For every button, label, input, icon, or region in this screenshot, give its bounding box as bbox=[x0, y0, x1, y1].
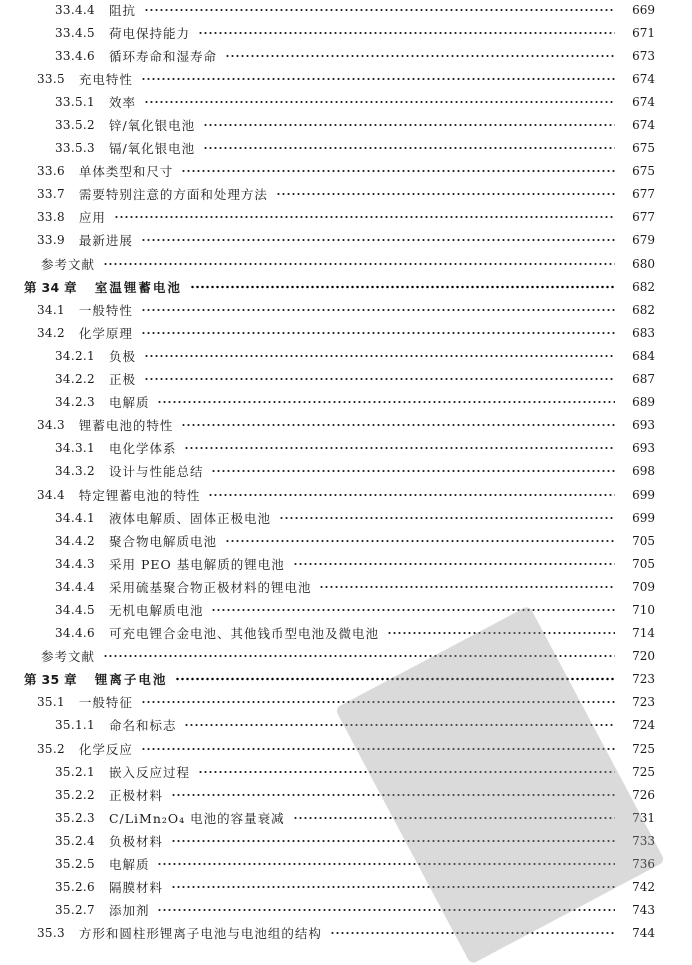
toc-entry-row[interactable] bbox=[0, 529, 692, 552]
dot-leader bbox=[279, 512, 615, 524]
toc-page-number: 698 bbox=[632, 464, 655, 479]
dot-leader bbox=[184, 442, 615, 454]
toc-entry-row[interactable] bbox=[0, 90, 692, 113]
dot-leader bbox=[198, 27, 615, 39]
toc-page-number: 742 bbox=[632, 880, 655, 895]
toc-entry-row[interactable] bbox=[0, 21, 692, 44]
toc-entry-title: 聚合物电解质电池 bbox=[108, 533, 217, 549]
toc-entry-row[interactable] bbox=[0, 460, 692, 483]
toc-page-number: 731 bbox=[632, 810, 655, 825]
toc-entry-title: 命名和标志 bbox=[108, 718, 177, 734]
toc-entry-title: 负极 bbox=[108, 348, 136, 364]
toc-entry-row[interactable] bbox=[0, 368, 692, 391]
toc-page-number: 720 bbox=[632, 649, 655, 664]
dot-leader bbox=[211, 604, 615, 616]
toc-entry-row[interactable] bbox=[0, 206, 692, 229]
toc-entry-title: 采用 PEO 基电解质的锂电池 bbox=[108, 556, 285, 572]
toc-entry-number: 34.4.4 bbox=[55, 579, 95, 594]
toc-page-number: 675 bbox=[632, 141, 655, 156]
toc-entry-row[interactable] bbox=[0, 113, 692, 136]
dot-leader bbox=[330, 927, 615, 939]
dot-leader bbox=[141, 327, 615, 339]
dot-leader bbox=[157, 904, 615, 916]
toc-entry-title: 正极 bbox=[108, 372, 136, 388]
toc-entry-title: 最新进展 bbox=[78, 233, 133, 249]
toc-entry-title: 锌/氧化银电池 bbox=[108, 118, 196, 134]
toc-entry-row[interactable] bbox=[0, 160, 692, 183]
toc-page-number: 675 bbox=[632, 164, 655, 179]
toc-entry-number: 35.1 bbox=[37, 695, 65, 710]
toc-references-row[interactable] bbox=[0, 645, 692, 668]
toc-entry-title: 正极材料 bbox=[108, 787, 163, 803]
toc-entry-number: 33.8 bbox=[37, 210, 65, 225]
toc-entry-number: 34.2 bbox=[37, 325, 65, 340]
dot-leader bbox=[103, 650, 615, 662]
toc-entry-title: 荷电保持能力 bbox=[108, 25, 190, 41]
toc-entry-number: 33.9 bbox=[37, 233, 65, 248]
toc-entry-number: 35.3 bbox=[37, 926, 65, 941]
toc-entry-number: 34.4.2 bbox=[55, 533, 95, 548]
toc-entry-number: 35.2.3 bbox=[55, 810, 95, 825]
toc-page-number: 736 bbox=[632, 857, 655, 872]
toc-page-number: 723 bbox=[632, 695, 655, 710]
toc-entry-title: 锂蓄电池的特性 bbox=[78, 418, 174, 434]
toc-entry-row[interactable] bbox=[0, 691, 692, 714]
toc-entry-number: 34.2.1 bbox=[55, 348, 95, 363]
dot-leader bbox=[190, 281, 615, 293]
toc-entry-number: 33.4.4 bbox=[55, 2, 95, 17]
toc-entry-number: 35.2.5 bbox=[55, 857, 95, 872]
dot-leader bbox=[171, 789, 615, 801]
toc-entry-number: 34.3.2 bbox=[55, 464, 95, 479]
dot-leader bbox=[157, 858, 615, 870]
toc-entry-number: 34.3 bbox=[37, 418, 65, 433]
toc-entry-row[interactable] bbox=[0, 321, 692, 344]
toc-entry-title: 负极材料 bbox=[108, 833, 163, 849]
dot-leader bbox=[203, 119, 615, 131]
toc-entry-row[interactable] bbox=[0, 298, 692, 321]
dot-leader bbox=[225, 535, 615, 547]
toc-entry-title: 室温锂蓄电池 bbox=[94, 279, 182, 295]
toc-entry-number: 34.4 bbox=[37, 487, 65, 502]
toc-entry-title: 锂离子电池 bbox=[94, 672, 168, 688]
toc-entry-number: 34.2.3 bbox=[55, 395, 95, 410]
toc-entry-title: 一般特性 bbox=[78, 302, 133, 318]
dot-leader bbox=[157, 396, 615, 408]
toc-entry-title: 采用硫基聚合物正极材料的锂电池 bbox=[108, 579, 312, 595]
toc-entry-number: 第 34 章 bbox=[24, 279, 77, 295]
toc-entry-number: 34.4.3 bbox=[55, 556, 95, 571]
toc-page-number: 684 bbox=[632, 348, 655, 363]
toc-entry-number: 34.4.5 bbox=[55, 602, 95, 617]
toc-entry-title: 方形和圆柱形锂离子电池与电池组的结构 bbox=[78, 926, 322, 942]
toc-entry-row[interactable] bbox=[0, 760, 692, 783]
toc-entry-number: 33.6 bbox=[37, 164, 65, 179]
toc-references-row[interactable] bbox=[0, 252, 692, 275]
toc-entry-row[interactable] bbox=[0, 391, 692, 414]
toc-entry-title: 可充电锂合金电池、其他钱币型电池及微电池 bbox=[108, 626, 379, 642]
toc-entry-title: 阻抗 bbox=[108, 2, 136, 18]
toc-chapter-row[interactable] bbox=[0, 275, 692, 298]
toc-page-number: 674 bbox=[632, 94, 655, 109]
toc-entry-number: 35.2.4 bbox=[55, 833, 95, 848]
dot-leader bbox=[144, 350, 615, 362]
dot-leader bbox=[114, 211, 615, 223]
toc-page-number: 693 bbox=[632, 418, 655, 433]
toc-entry-title: 充电特性 bbox=[78, 71, 133, 87]
dot-leader bbox=[203, 142, 615, 154]
toc-entry-title: 化学原理 bbox=[78, 325, 133, 341]
dot-leader bbox=[171, 881, 615, 893]
toc-entry-row[interactable] bbox=[0, 829, 692, 852]
toc-entry-row[interactable] bbox=[0, 414, 692, 437]
toc-page-number: 683 bbox=[632, 325, 655, 340]
dot-leader bbox=[175, 673, 615, 685]
dot-leader bbox=[141, 743, 615, 755]
toc-entry-row[interactable] bbox=[0, 552, 692, 575]
dot-leader bbox=[276, 188, 615, 200]
dot-leader bbox=[387, 627, 615, 639]
toc-page-number: 677 bbox=[632, 187, 655, 202]
toc-page-number: 673 bbox=[632, 48, 655, 63]
dot-leader bbox=[293, 812, 615, 824]
toc-entry-title: 效率 bbox=[108, 94, 136, 110]
toc-entry-row[interactable] bbox=[0, 922, 692, 945]
toc-entry-row[interactable] bbox=[0, 783, 692, 806]
toc-entry-row[interactable] bbox=[0, 575, 692, 598]
toc-chapter-row[interactable] bbox=[0, 668, 692, 691]
dot-leader bbox=[141, 696, 615, 708]
toc-entry-row[interactable] bbox=[0, 876, 692, 899]
toc-entry-title: 一般特征 bbox=[78, 695, 133, 711]
toc-entry-number: 35.2.2 bbox=[55, 787, 95, 802]
toc-page-number: 699 bbox=[632, 510, 655, 525]
toc-entry-number: 34.2.2 bbox=[55, 372, 95, 387]
toc-page-number: 669 bbox=[632, 2, 655, 17]
dot-leader bbox=[208, 489, 615, 501]
toc-entry-number: 35.2.1 bbox=[55, 764, 95, 779]
toc-page-number: 710 bbox=[632, 602, 655, 617]
toc-page-number: 723 bbox=[632, 672, 655, 687]
toc-entry-number: 33.5 bbox=[37, 71, 65, 86]
toc-entry-row[interactable] bbox=[0, 437, 692, 460]
toc-entry-row[interactable] bbox=[0, 714, 692, 737]
dot-leader bbox=[225, 50, 615, 62]
dot-leader bbox=[184, 719, 615, 731]
toc-entry-title: 电解质 bbox=[108, 857, 150, 873]
dot-leader bbox=[293, 558, 615, 570]
toc-entry-title: 添加剂 bbox=[108, 903, 150, 919]
dot-leader bbox=[181, 165, 615, 177]
toc-entry-number: 35.2.6 bbox=[55, 880, 95, 895]
toc-page-number: 689 bbox=[632, 395, 655, 410]
toc-entry-row[interactable] bbox=[0, 806, 692, 829]
toc-page-number: 671 bbox=[632, 25, 655, 40]
toc-page-number: 679 bbox=[632, 233, 655, 248]
toc-page-number: 733 bbox=[632, 833, 655, 848]
dot-leader bbox=[103, 258, 615, 270]
toc-page-number: 705 bbox=[632, 556, 655, 571]
toc-page-number: 724 bbox=[632, 718, 655, 733]
toc-page-number: 677 bbox=[632, 210, 655, 225]
toc-entry-title: 应用 bbox=[78, 210, 106, 226]
toc-entry-row[interactable] bbox=[0, 0, 692, 21]
toc-entry-title: 循环寿命和湿寿命 bbox=[108, 48, 217, 64]
dot-leader bbox=[144, 4, 615, 16]
toc-entry-row[interactable] bbox=[0, 483, 692, 506]
toc-page-number: 725 bbox=[632, 741, 655, 756]
dot-leader bbox=[144, 373, 615, 385]
toc-entry-row[interactable] bbox=[0, 622, 692, 645]
toc-entry-title: 单体类型和尺寸 bbox=[78, 164, 174, 180]
dot-leader bbox=[198, 766, 615, 778]
toc-entry-title: C/LiMn₂O₄ 电池的容量衰减 bbox=[108, 810, 285, 826]
toc-entry-number: 33.7 bbox=[37, 187, 65, 202]
toc-page-number: 687 bbox=[632, 372, 655, 387]
toc-entry-number: 34.4.6 bbox=[55, 626, 95, 641]
toc-entry-number: 35.2.7 bbox=[55, 903, 95, 918]
toc-entry-title: 化学反应 bbox=[78, 741, 133, 757]
toc-page-number: 743 bbox=[632, 903, 655, 918]
toc-page-number: 674 bbox=[632, 118, 655, 133]
toc-entry-number: 第 35 章 bbox=[24, 672, 77, 688]
dot-leader bbox=[144, 96, 615, 108]
toc-entry-row[interactable] bbox=[0, 506, 692, 529]
dot-leader bbox=[181, 419, 615, 431]
toc-entry-title: 特定锂蓄电池的特性 bbox=[78, 487, 201, 503]
toc-entry-number: 35.2 bbox=[37, 741, 65, 756]
toc-entry-title: 需要特别注意的方面和处理方法 bbox=[78, 187, 268, 203]
toc-entry-number: 34.1 bbox=[37, 302, 65, 317]
toc-entry-row[interactable] bbox=[0, 44, 692, 67]
toc-page-number: 725 bbox=[632, 764, 655, 779]
toc-page-number: 693 bbox=[632, 441, 655, 456]
toc-entry-row[interactable] bbox=[0, 899, 692, 922]
toc-entry-title: 参考文献 bbox=[41, 649, 96, 665]
toc-entry-title: 嵌入反应过程 bbox=[108, 764, 190, 780]
toc-entry-title: 电化学体系 bbox=[108, 441, 177, 457]
toc-entry-row[interactable] bbox=[0, 598, 692, 621]
toc-entry-title: 电解质 bbox=[108, 395, 150, 411]
toc-entry-title: 液体电解质、固体正极电池 bbox=[108, 510, 271, 526]
dot-leader bbox=[211, 465, 615, 477]
toc-page-number: 714 bbox=[632, 626, 655, 641]
toc-page-number: 682 bbox=[632, 279, 655, 294]
toc-page-number: 680 bbox=[632, 256, 655, 271]
toc-page-number: 682 bbox=[632, 302, 655, 317]
toc-entry-number: 33.5.1 bbox=[55, 94, 95, 109]
toc-entry-number: 34.4.1 bbox=[55, 510, 95, 525]
toc-page-number: 744 bbox=[632, 926, 655, 941]
toc-entry-row[interactable] bbox=[0, 737, 692, 760]
dot-leader bbox=[141, 73, 615, 85]
dot-leader bbox=[319, 581, 615, 593]
toc-page-number: 726 bbox=[632, 787, 655, 802]
toc-entry-title: 参考文献 bbox=[41, 256, 96, 272]
toc-page-number: 709 bbox=[632, 579, 655, 594]
toc-entry-number: 33.5.3 bbox=[55, 141, 95, 156]
dot-leader bbox=[141, 234, 615, 246]
toc-entry-title: 无机电解质电池 bbox=[108, 602, 204, 618]
toc-entry-row[interactable] bbox=[0, 137, 692, 160]
toc-page-number: 699 bbox=[632, 487, 655, 502]
toc-entry-number: 33.5.2 bbox=[55, 118, 95, 133]
toc-entry-row[interactable] bbox=[0, 344, 692, 367]
toc-entry-number: 34.3.1 bbox=[55, 441, 95, 456]
toc-page-number: 674 bbox=[632, 71, 655, 86]
dot-leader bbox=[171, 835, 615, 847]
toc-entry-number: 33.4.6 bbox=[55, 48, 95, 63]
toc-entry-title: 隔膜材料 bbox=[108, 880, 163, 896]
toc-entry-number: 35.1.1 bbox=[55, 718, 95, 733]
toc-entry-row[interactable] bbox=[0, 229, 692, 252]
toc-entry-row[interactable] bbox=[0, 183, 692, 206]
toc-entry-title: 镉/氧化银电池 bbox=[108, 141, 196, 157]
dot-leader bbox=[141, 304, 615, 316]
toc-entry-row[interactable] bbox=[0, 852, 692, 875]
toc-entry-row[interactable] bbox=[0, 67, 692, 90]
toc-page-number: 705 bbox=[632, 533, 655, 548]
toc-entry-title: 设计与性能总结 bbox=[108, 464, 204, 480]
toc-entry-number: 33.4.5 bbox=[55, 25, 95, 40]
